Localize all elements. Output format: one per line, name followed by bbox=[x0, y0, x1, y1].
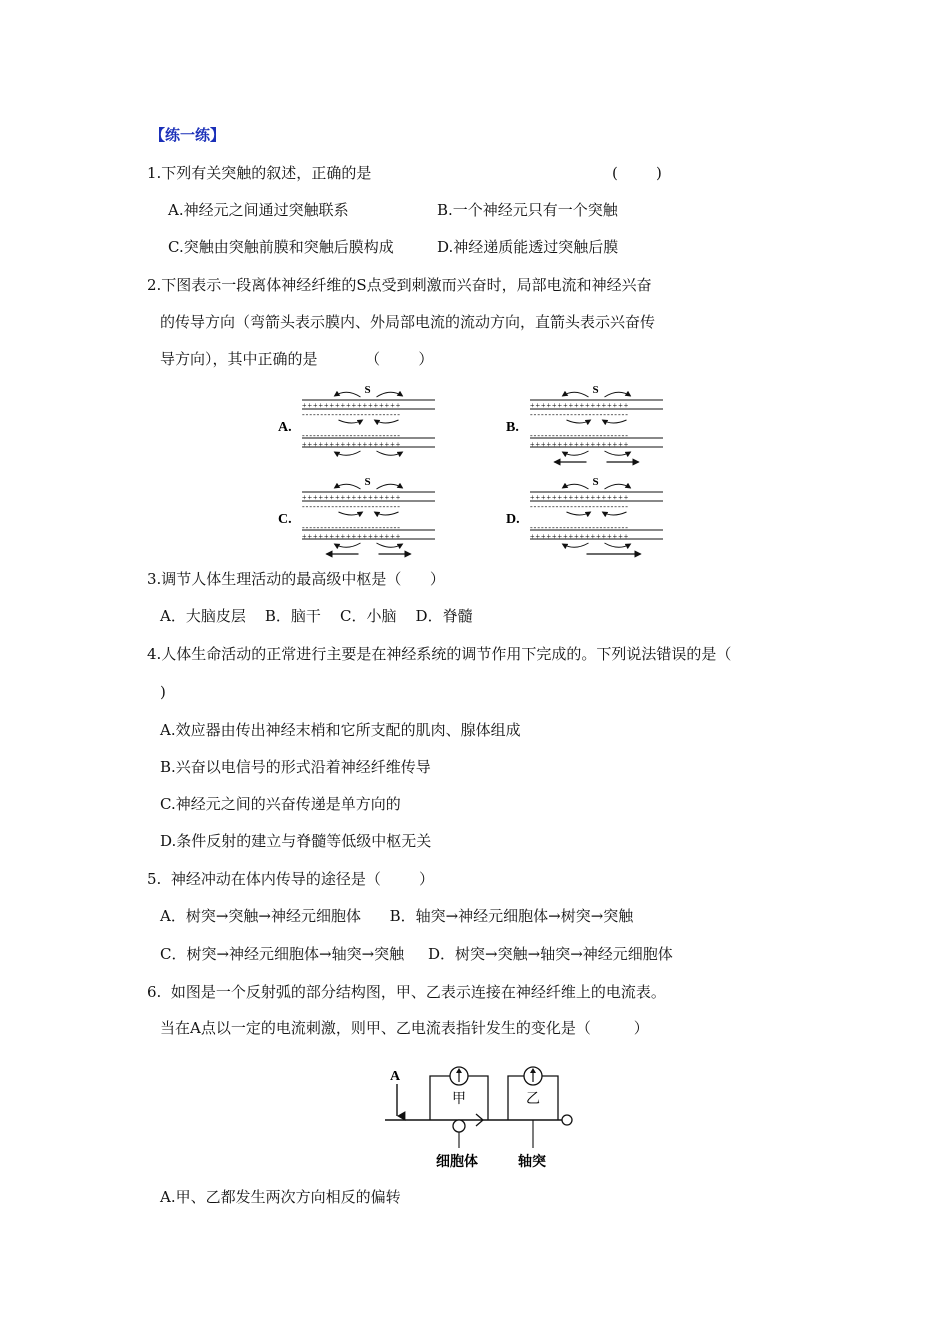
stimulus-s-label: S bbox=[364, 384, 371, 396]
current-arrow bbox=[563, 451, 589, 455]
charge-row: --------------------------- bbox=[530, 410, 629, 419]
current-arrow bbox=[339, 420, 363, 423]
q5-stem: 5. 神经冲动在体内传导的途径是（ ） bbox=[147, 870, 434, 888]
q3-stem: 3.调节人体生理活动的最高级中枢是（ ） bbox=[147, 570, 445, 588]
fiber-option-label: A. bbox=[278, 420, 292, 435]
current-arrow bbox=[567, 512, 591, 515]
current-arrow bbox=[605, 543, 631, 547]
fiber-diagram-b bbox=[506, 384, 663, 462]
current-arrow bbox=[563, 484, 589, 489]
q1-answer-paren: ( ) bbox=[612, 164, 662, 182]
current-arrow bbox=[563, 543, 589, 547]
fiber-diagram-d bbox=[506, 476, 663, 554]
q4-option-d: D.条件反射的建立与脊髓等低级中枢无关 bbox=[160, 832, 432, 850]
charge-row: ++++++++++++++++++ bbox=[302, 493, 402, 502]
current-arrow bbox=[377, 451, 403, 455]
stimulus-s-label: S bbox=[592, 384, 599, 396]
q2-stem-line2: 的传导方向（弯箭头表示膜内、外局部电流的流动方向，直箭头表示兴奋传 bbox=[160, 313, 656, 331]
stimulus-s-label: S bbox=[592, 476, 599, 488]
fiber-end-circle bbox=[562, 1115, 572, 1125]
charge-row: ++++++++++++++++++ bbox=[530, 493, 630, 502]
section-title: 【练一练】 bbox=[150, 126, 226, 144]
q1-option-d: D.神经递质能透过突触后膜 bbox=[437, 238, 619, 256]
current-arrow bbox=[603, 512, 627, 515]
current-arrow bbox=[603, 420, 627, 423]
current-arrow bbox=[339, 512, 363, 515]
meter-jia-label: 甲 bbox=[452, 1092, 466, 1107]
q2-stem-line3: 导方向），其中正确的是 （ ） bbox=[160, 350, 434, 368]
q6-figure bbox=[380, 1058, 590, 1173]
q4-option-a: A.效应器由传出神经末梢和它所支配的肌肉、腺体组成 bbox=[160, 721, 521, 739]
axon-label: 轴突 bbox=[518, 1155, 546, 1170]
q1-stem: 1.下列有关突触的叙述，正确的是 bbox=[147, 164, 372, 182]
charge-row: --------------------------- bbox=[530, 431, 629, 440]
q5-options-cd: C．树突→神经元细胞体→轴突→突触 D．树突→突触→轴突→神经元细胞体 bbox=[160, 945, 673, 963]
charge-row: ++++++++++++++++++ bbox=[302, 532, 402, 541]
q4-option-b: B.兴奋以电信号的形式沿着神经纤维传导 bbox=[160, 758, 431, 776]
charge-row: ++++++++++++++++++ bbox=[302, 440, 402, 449]
current-arrow bbox=[375, 420, 399, 423]
q4-stem: 4.人体生命活动的正常进行主要是在神经系统的调节作用下完成的。下列说法错误的是（ bbox=[147, 645, 732, 663]
q5-options-ab: A．树突→突触→神经元细胞体 B．轴突→神经元细胞体→树突→突触 bbox=[160, 907, 634, 925]
current-arrow bbox=[605, 451, 631, 455]
stimulus-point-label: A bbox=[390, 1069, 401, 1084]
current-arrow bbox=[375, 512, 399, 515]
current-arrow bbox=[335, 484, 361, 489]
fiber-option-label: B. bbox=[506, 420, 519, 435]
q6-stem: 6. 如图是一个反射弧的部分结构图，甲、乙表示连接在神经纤维上的电流表。 bbox=[147, 983, 666, 1001]
q1-option-a: A.神经元之间通过突触联系 bbox=[168, 201, 349, 219]
cell-body-circle bbox=[453, 1120, 465, 1132]
charge-row: --------------------------- bbox=[302, 410, 401, 419]
q4-stem-cont: ) bbox=[160, 683, 166, 701]
fiber-option-label: C. bbox=[278, 512, 292, 527]
charge-row: --------------------------- bbox=[302, 523, 401, 532]
fiber-diagram-a bbox=[278, 384, 435, 455]
q1-option-b: B.一个神经元只有一个突触 bbox=[437, 201, 618, 219]
q2-figure bbox=[270, 380, 690, 560]
q2-stem-line1: 2.下图表示一段离体神经纤维的S点受到刺激而兴奋时，局部电流和神经兴奋 bbox=[147, 276, 652, 294]
current-arrow bbox=[567, 420, 591, 423]
current-arrow bbox=[377, 484, 403, 489]
q6-stem-line2: 当在A点以一定的电流刺激，则甲、乙电流表指针发生的变化是（ ） bbox=[160, 1019, 649, 1037]
cell-body-label: 细胞体 bbox=[436, 1155, 478, 1170]
fiber-diagram-c bbox=[278, 476, 435, 554]
current-arrow bbox=[377, 392, 403, 397]
current-arrow bbox=[605, 484, 631, 489]
current-arrow bbox=[605, 392, 631, 397]
current-arrow bbox=[335, 451, 361, 455]
q6-option-a: A.甲、乙都发生两次方向相反的偏转 bbox=[160, 1188, 401, 1206]
q3-options: A．大脑皮层 B．脑干 C．小脑 D．脊髓 bbox=[160, 607, 473, 625]
charge-row: ++++++++++++++++++ bbox=[530, 532, 630, 541]
charge-row: ++++++++++++++++++ bbox=[530, 401, 630, 410]
current-arrow bbox=[335, 543, 361, 547]
current-arrow bbox=[377, 543, 403, 547]
charge-row: --------------------------- bbox=[530, 523, 629, 532]
q4-option-c: C.神经元之间的兴奋传递是单方向的 bbox=[160, 795, 401, 813]
charge-row: --------------------------- bbox=[302, 431, 401, 440]
charge-row: ++++++++++++++++++ bbox=[530, 440, 630, 449]
fiber-option-label: D. bbox=[506, 512, 520, 527]
charge-row: --------------------------- bbox=[530, 502, 629, 511]
charge-row: --------------------------- bbox=[302, 502, 401, 511]
q1-option-c: C.突触由突触前膜和突触后膜构成 bbox=[168, 238, 394, 256]
current-arrow bbox=[335, 392, 361, 397]
current-arrow bbox=[563, 392, 589, 397]
stimulus-s-label: S bbox=[364, 476, 371, 488]
meter-yi-label: 乙 bbox=[526, 1092, 540, 1107]
charge-row: ++++++++++++++++++ bbox=[302, 401, 402, 410]
